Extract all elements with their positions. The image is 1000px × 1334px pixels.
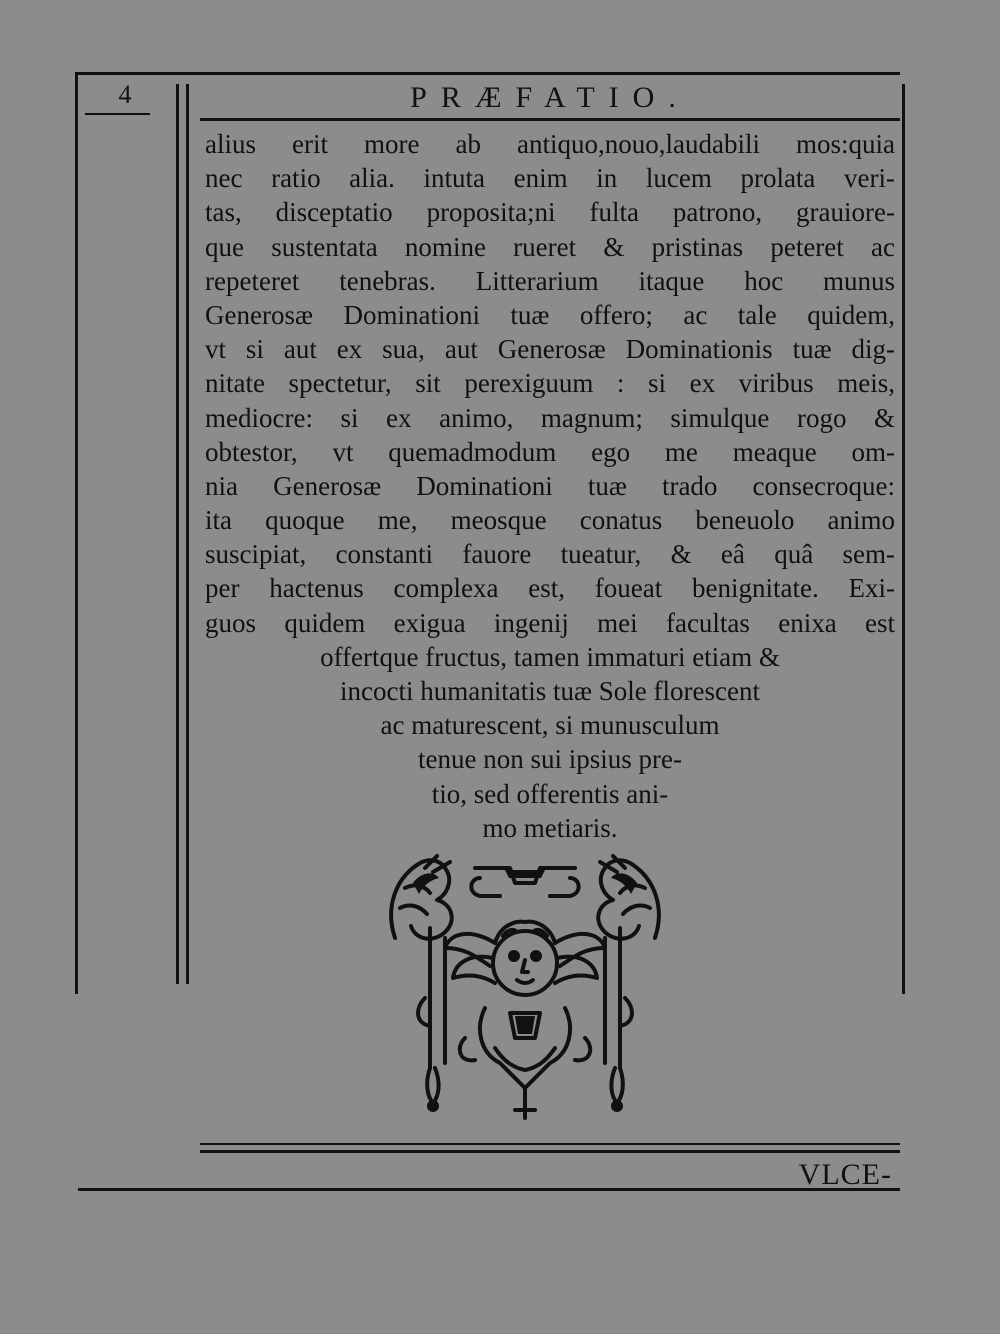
text-line: que sustentata nomine rueret & pristinas peteret ac (205, 231, 895, 262)
bottom-rule-lower (200, 1150, 900, 1153)
text-line: mediocre: si ex animo, magnum; simulque rogo & (205, 402, 895, 433)
text-line: vt si aut ex sua, aut Generosæ Dominationis tuæ dig- (205, 334, 895, 365)
text-line: suscipiat, constanti fauore tueatur, & eâ quâ sem- (205, 539, 895, 570)
text-line: Generosæ Dominationi tuæ offero; ac tale quidem, (205, 299, 895, 330)
page-number: 4 (118, 80, 132, 109)
running-head: PRÆFATIO. (410, 81, 690, 114)
text-line: nec ratio alia. intuta enim in lucem prolata veri- (205, 163, 895, 194)
text-line: guos quidem exigua ingenij mei facultas enixa est (205, 607, 895, 638)
frame-right-rule (902, 84, 905, 994)
text-line-tapered: mo metiaris. (482, 812, 618, 843)
running-head-underline (200, 118, 900, 121)
catchword: VLCE- (798, 1158, 892, 1191)
frame-left-rule (75, 72, 78, 994)
frame-bottom-rule (78, 1188, 900, 1191)
bottom-rule-upper (200, 1143, 900, 1145)
frame-top-rule (78, 72, 900, 75)
text-line: tas, disceptatio proposita;ni fulta patrono, grauiore- (205, 197, 895, 228)
page-number-underline (85, 113, 150, 115)
text-line: obtestor, vt quemadmodum ego me meaque om- (205, 436, 895, 467)
text-line: repeteret tenebras. Litterarium itaque hoc munus (205, 265, 895, 296)
text-line-tapered: ac maturescent, si munusculum (380, 710, 720, 741)
body-text (205, 127, 895, 845)
text-line: nia Generosæ Dominationi tuæ trado consecroque: (205, 470, 895, 501)
text-line: alius erit more ab antiquo,nouo,laudabili mos:quia (205, 129, 895, 159)
woodcut-ornament-icon (375, 848, 675, 1138)
text-line: nitate spectetur, sit perexiguum : si ex viribus meis, (205, 368, 895, 399)
header-divider-rule (176, 84, 179, 984)
text-column-left-rule (186, 84, 189, 984)
text-line-tapered: tenue non sui ipsius pre- (418, 744, 682, 775)
text-line: per hactenus complexa est, foueat benignitate. Exi- (205, 573, 895, 604)
text-line-tapered: offertque fructus, tamen immaturi etiam & (320, 641, 780, 672)
text-line-tapered: tio, sed offerentis ani- (431, 778, 669, 809)
text-line-tapered: incocti humanitatis tuæ Sole florescent (340, 676, 760, 706)
text-line: ita quoque me, meosque conatus beneuolo animo (205, 505, 895, 536)
